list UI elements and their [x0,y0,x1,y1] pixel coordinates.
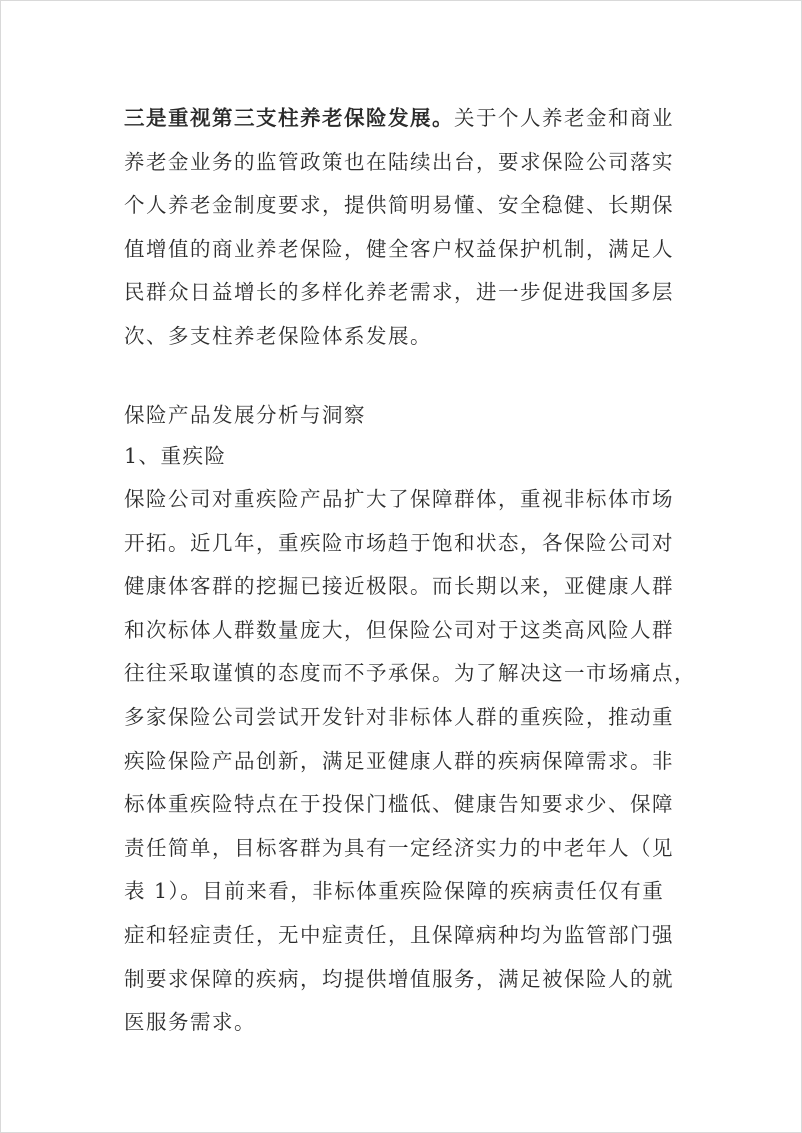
paragraph-line: 养老金业务的监管政策也在陆续出台，要求保险公司落实 [124,149,674,174]
paragraph-line: 和次标体人群数量庞大，但保险公司对于这类高风险人群 [124,617,674,642]
paragraph-pillar-three [124,97,696,359]
paragraph-line: 症和轻症责任，无中症责任，且保障病种均为监管部门强 [124,922,674,947]
paragraph-line: 制要求保障的疾病，均提供增值服务，满足被保险人的就 [124,966,674,991]
line-text: 关于个人养老金和商业 [454,106,674,130]
paragraph-line: 多家保险公司尝试开发针对非标体人群的重疾险，推动重 [124,704,674,729]
paragraph-line: 开拓。近几年，重疾险市场趋于饱和状态，各保险公司对 [124,530,674,555]
paragraph-line: 个人养老金制度要求，提供简明易懂、安全稳健、长期保 [124,193,674,218]
paragraph-line: 表 1）。目前来看，非标体重疾险保障的疾病责任仅有重 [124,879,665,904]
section-subtitle-text: 1、重疾险 [124,444,227,468]
paragraph-line: 值增值的商业养老保险，健全客户权益保护机制，满足人 [124,236,674,261]
paragraph-line: 保险公司对重疾险产品扩大了保障群体，重视非标体市场 [124,487,674,511]
paragraph-line: 民群众日益增长的多样化养老需求，进一步促进我国多层 [124,280,674,305]
lead-sentence: 三是重视第三支柱养老保险发展。 [124,106,454,130]
paragraph-line: 标体重疾险特点在于投保门槛低、健康告知要求少、保障 [124,792,674,817]
paragraph-line: 医服务需求。 [124,1010,256,1035]
paragraph-line: 健康体客群的挖掘已接近极限。而长期以来，亚健康人群 [124,574,674,599]
section-title-text: 保险产品发展分析与洞察 [124,403,366,427]
section-title [124,395,696,435]
paragraph-line [124,97,696,141]
section-subtitle [124,436,696,476]
paragraph-line: 次、多支柱养老保险体系发展。 [124,323,432,348]
paragraph-critical-illness [124,478,696,1045]
paragraph-line: 往往采取谨慎的态度而不予承保。为了解决这一市场痛点， [124,661,696,686]
paragraph-line: 责任简单，目标客群为具有一定经济实力的中老年人（见 [124,835,674,860]
paragraph-line: 疾险保险产品创新，满足亚健康人群的疾病保障需求。非 [124,748,674,773]
